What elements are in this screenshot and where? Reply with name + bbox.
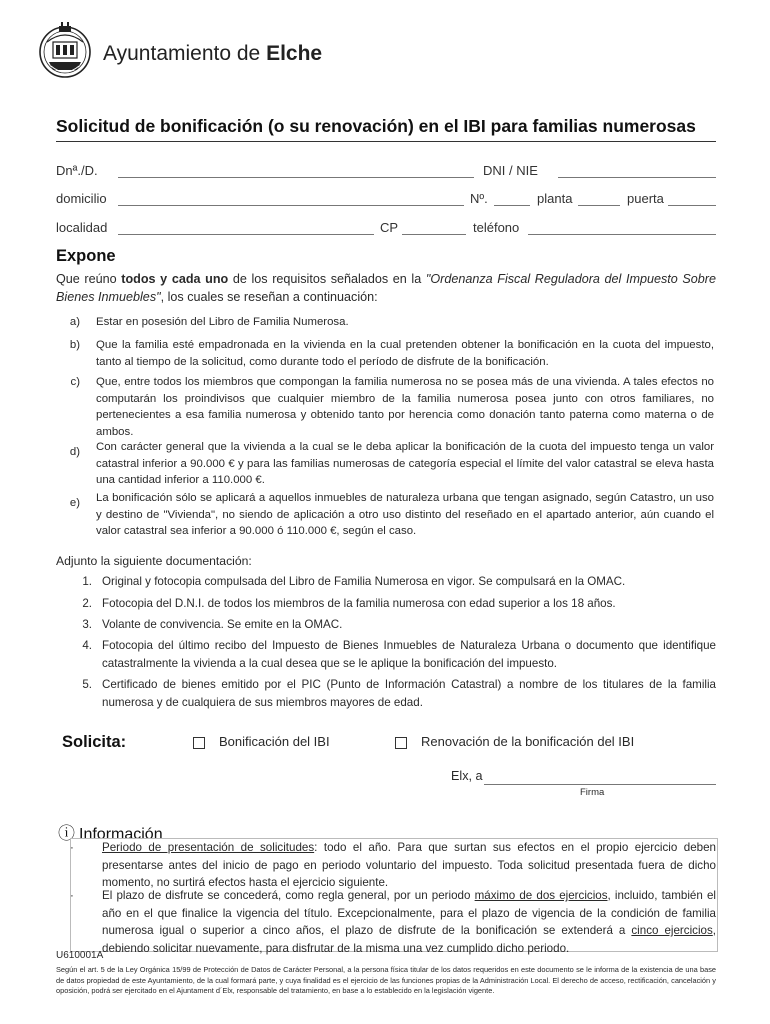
- org-name: [103, 42, 322, 66]
- document-text: Original y fotocopia compulsada del Libro de Familia Numerosa en vigor. Se compulsará en la OMAC.: [102, 575, 626, 588]
- document-text: Volante de convivencia. Se emite en la OMAC.: [102, 618, 343, 631]
- planta-label: planta: [537, 191, 573, 206]
- option-bonificacion-label: Bonificación del IBI: [219, 734, 330, 749]
- requirement-label: c): [70, 376, 80, 388]
- requirement-a: [58, 314, 714, 331]
- title-rule: [56, 141, 716, 142]
- place-label: Elx, a: [451, 769, 483, 783]
- localidad-label: localidad: [56, 220, 108, 235]
- domicilio-input-line[interactable]: [118, 205, 464, 206]
- info-icon: ⓘ: [58, 824, 75, 843]
- date-input-line[interactable]: [484, 784, 716, 785]
- bullet: ·: [70, 841, 74, 854]
- org-name-prefix: Ayuntamiento de: [103, 42, 267, 65]
- requirement-label: b): [69, 339, 80, 351]
- requirement-e: [58, 490, 714, 540]
- option-renovacion-label: Renovación de la bonificación del IBI: [421, 734, 635, 749]
- info-item-periodo: [70, 839, 717, 892]
- document-number: 1.: [82, 575, 92, 588]
- requirement-c: [58, 374, 714, 440]
- form-code: U610001A: [56, 950, 104, 961]
- option-bonificacion[interactable]: [193, 734, 330, 749]
- cp-input-line[interactable]: [402, 234, 466, 235]
- document-item-3: [60, 616, 716, 634]
- telefono-label: teléfono: [473, 220, 520, 235]
- requirement-label: d): [69, 446, 80, 458]
- document-number: 3.: [82, 618, 92, 631]
- name-input-line[interactable]: [118, 177, 474, 178]
- informacion-heading-text: Información: [79, 826, 163, 843]
- plazo-text-c: , incluido, también el año en el que finalice la vigencia del título. Excepcionalmente, para el plazo de vigencia de la condición de familia numerosa igual o superior a cinco años, el plazo de disfrute de la bonificación se extenderá a: [102, 889, 716, 937]
- legal-notice: Según el art. 5 de la Ley Orgánica 15/99 de Protección de Datos de Carácter Personal, a la persona física titular de los datos requeridos en este documento se le informa de la existencia de una base de datos propiedad de este Ayuntamiento, de la cual formará parte, y cuya finalidad es el ejercicio de las funciones propias de la Administración Local. El derecho de acceso, rectificación, cancelación y oposición, podrá ser ejercitado en el Ajuntament d´Elx, responsable del tratamiento, en base a lo establecido en la legislación vigente.: [56, 965, 716, 995]
- requirement-d: [58, 439, 714, 489]
- intro-bold: todos y cada uno: [121, 272, 229, 286]
- dni-input-line[interactable]: [558, 177, 716, 178]
- option-renovacion[interactable]: [395, 734, 634, 749]
- renovacion-checkbox[interactable]: [395, 737, 407, 749]
- numero-label: Nº.: [470, 191, 488, 206]
- requirement-b: [58, 337, 714, 370]
- localidad-input-line[interactable]: [118, 234, 374, 235]
- plazo-max-dos: máximo de dos ejercicios: [474, 889, 608, 902]
- requirement-text: Estar en posesión del Libro de Familia Numerosa.: [96, 316, 349, 328]
- document-number: 2.: [82, 597, 92, 610]
- firma-label: Firma: [580, 787, 605, 798]
- dni-label: DNI / NIE: [483, 163, 538, 178]
- plazo-text-a: El plazo de disfrute se concederá, como regla general, por un periodo: [102, 889, 475, 902]
- planta-input-line[interactable]: [578, 205, 620, 206]
- expone-heading: Expone: [56, 247, 116, 265]
- bullet: ·: [70, 889, 74, 902]
- document-title: Solicitud de bonificación (o su renovación) en el IBI para familias numerosas: [56, 116, 696, 136]
- dn-label: Dnª./D.: [56, 163, 98, 178]
- document-number: 4.: [82, 639, 92, 652]
- requirement-label: a): [69, 316, 80, 328]
- bonificacion-checkbox[interactable]: [193, 737, 205, 749]
- intro-text-1: Que reúno: [56, 272, 122, 286]
- document-item-2: [60, 595, 716, 613]
- periodo-heading: Periodo de presentación de solicitudes: [102, 841, 315, 854]
- document-item-1: [60, 573, 716, 591]
- telefono-input-line[interactable]: [528, 234, 716, 235]
- document-item-5: [60, 676, 716, 711]
- expone-intro: [56, 270, 716, 306]
- document-text: Fotocopia del D.N.I. de todos los miembros de la familia numerosa con edad superior a los 18 años.: [102, 597, 616, 610]
- plazo-cinco: cinco ejercicios: [631, 924, 713, 937]
- requirement-text: La bonificación sólo se aplicará a aquellos inmuebles de naturaleza urbana que tengan asignado, según Catastro, un uso y destino de "Vivienda", no siendo de aplicación a otro uso distinto del reseñado en el apartado anterior, aún cuando el valor catastral sea inferior a 90.000 ó 110.000 €, según el caso.: [96, 492, 714, 537]
- requirement-text: Que la familia esté empadronada en la vivienda en la cual pretenden obtener la bonificación en la cuota del impuesto, tanto al tiempo de la solicitud, como durante todo el período de disfrute de la bonificación.: [96, 339, 714, 368]
- plazo-text-e: , debiendo solicitar nuevamente, para disfrutar de la misma una vez cumplido dicho periodo.: [102, 924, 716, 955]
- intro-text-3: , los cuales se reseñan a continuación:: [160, 290, 378, 304]
- info-item-plazo: [70, 887, 716, 957]
- intro-text-2: de los requisitos señalados en la: [228, 272, 426, 286]
- requirement-label: e): [69, 497, 80, 509]
- domicilio-label: domicilio: [56, 191, 107, 206]
- document-number: 5.: [82, 678, 92, 691]
- city-crest-logo: [37, 20, 93, 84]
- solicita-heading: Solicita:: [62, 733, 127, 751]
- documentacion-intro: Adjunto la siguiente documentación:: [56, 554, 252, 568]
- org-name-bold: Elche: [266, 42, 323, 65]
- document-item-4: [60, 637, 716, 672]
- intro-ordinance-name: "Ordenanza Fiscal Reguladora del Impuesto Sobre Bienes Inmuebles": [56, 272, 716, 304]
- puerta-label: puerta: [627, 191, 664, 206]
- periodo-text: : todo el año. Para que surtan sus efectos en el propio ejercicio deben presentarse antes del inicio de pago en periodo voluntario del impuesto. Toda solicitud presentada fuera de dicho momento, no surtirá efectos hasta el ejercicio siguiente.: [102, 841, 717, 889]
- requirement-text: Con carácter general que la vivienda a la cual se le deba aplicar la bonificación de la cuota del impuesto tenga un valor catastral inferior a 90.000 € y para las familias numerosas de categoría especial el límite del valor catastral se eleva hasta una cantidad inferior a 110.000 €.: [96, 441, 714, 486]
- requirement-text: Que, entre todos los miembros que compongan la familia numerosa no se posea más de una vivienda. A tales efectos no computarán los proindivisos que cualquier miembro de la familia numerosa posea junto con otros familiares, no pertenecientes a esa familia numerosa y obtenido tanto por herencia como donación tanto paterna como materna o de ambos.: [96, 376, 714, 438]
- cp-label: CP: [380, 220, 399, 235]
- numero-input-line[interactable]: [494, 205, 530, 206]
- document-text: Certificado de bienes emitido por el PIC (Punto de Información Catastral) a nombre de los titulares de la familia numerosa y de cualquiera de sus miembros mayores de edad.: [102, 678, 716, 709]
- document-text: Fotocopia del último recibo del Impuesto de Bienes Inmuebles de Naturaleza Urbana o documento que identifique catastralmente la vivienda a la cual desea que se le aplique la bonificación del impuesto.: [102, 639, 716, 670]
- puerta-input-line[interactable]: [668, 205, 716, 206]
